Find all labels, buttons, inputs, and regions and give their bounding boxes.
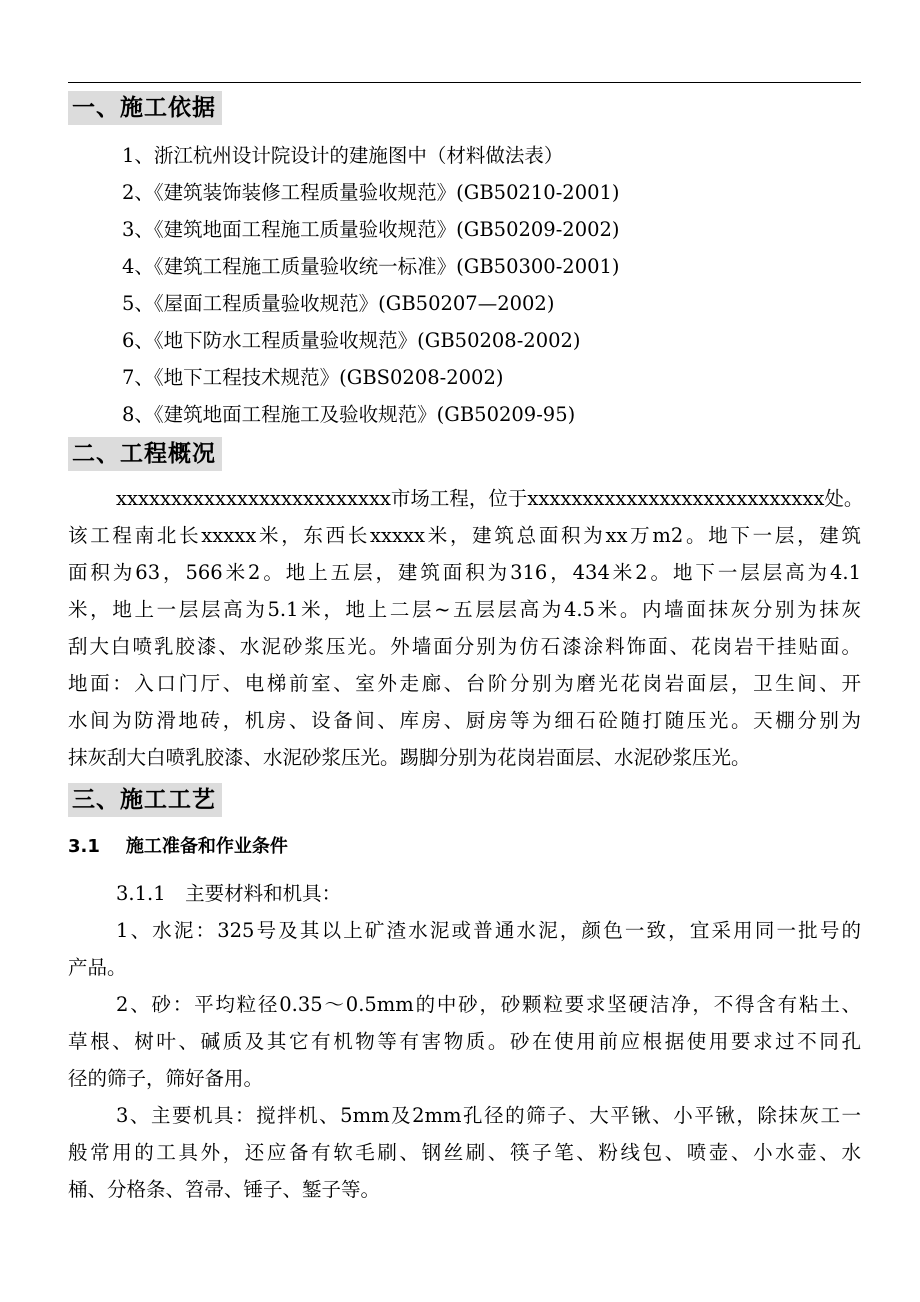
reference-item: 1、浙江杭州设计院设计的建施图中（材料做法表） bbox=[122, 144, 564, 167]
reference-item: 2、《建筑装饰装修工程质量验收规范》(GB50210-2001) bbox=[122, 181, 620, 204]
overview-line: 该工程南北长xxxxx米，东西长xxxxx米，建筑总面积为xx万m2。地下一层，建筑 bbox=[68, 524, 861, 547]
section-heading-process: 三、施工工艺 bbox=[68, 783, 222, 817]
material-line: 桶、分格条、笤帚、锤子、錾子等。 bbox=[68, 1178, 381, 1201]
subsection-heading bbox=[68, 834, 288, 860]
material-line: 产品。 bbox=[68, 956, 127, 979]
subsubsection-heading: 3.1.1 主要材料和机具： bbox=[116, 882, 342, 905]
header-rule bbox=[68, 82, 861, 83]
material-line: 3、主要机具：搅拌机、5mm及2mm孔径的筛子、大平锹、小平锹，除抹灰工一 bbox=[116, 1104, 861, 1127]
material-line: 草根、树叶、碱质及其它有机物等有害物质。砂在使用前应根据使用要求过不同孔 bbox=[68, 1030, 861, 1053]
material-line: 1、水泥：325号及其以上矿渣水泥或普通水泥，颜色一致，宜采用同一批号的 bbox=[116, 919, 861, 942]
reference-item: 8、《建筑地面工程施工及验收规范》(GB50209-95) bbox=[122, 403, 576, 426]
section-heading-basis: 一、施工依据 bbox=[68, 91, 222, 125]
reference-item: 7、《地下工程技术规范》(GBS0208-2002) bbox=[122, 366, 504, 389]
subsection-title: 施工准备和作业条件 bbox=[125, 836, 288, 857]
overview-line: 地面：入口门厅、电梯前室、室外走廊、台阶分别为磨光花岗岩面层，卫生间、开 bbox=[68, 672, 861, 695]
overview-line: 面积为63，566米2。地上五层，建筑面积为316，434米2。地下一层层高为4.1 bbox=[68, 561, 861, 584]
reference-item: 6、《地下防水工程质量验收规范》(GB50208-2002) bbox=[122, 329, 581, 352]
material-line: 2、砂：平均粒径0.35～0.5mm的中砂，砂颗粒要求坚硬洁净，不得含有粘土、 bbox=[116, 993, 861, 1016]
reference-item: 3、《建筑地面工程施工质量验收规范》(GB50209-2002) bbox=[122, 218, 620, 241]
section-heading-overview: 二、工程概况 bbox=[68, 437, 222, 471]
reference-item: 4、《建筑工程施工质量验收统一标准》(GB50300-2001) bbox=[122, 255, 620, 278]
material-line: 径的筛子，筛好备用。 bbox=[68, 1067, 264, 1090]
overview-line: 刮大白喷乳胶漆、水泥砂浆压光。外墙面分别为仿石漆涂料饰面、花岗岩干挂贴面。 bbox=[68, 635, 861, 658]
material-line: 般常用的工具外，还应备有软毛刷、钢丝刷、筷子笔、粉线包、喷壶、小水壶、水 bbox=[68, 1141, 861, 1164]
reference-item: 5、《屋面工程质量验收规范》(GB50207—2002) bbox=[122, 292, 555, 315]
overview-line: 水间为防滑地砖，机房、设备间、库房、厨房等为细石砼随打随压光。天棚分别为 bbox=[68, 709, 861, 732]
subsection-number: 3.1 bbox=[68, 836, 100, 857]
overview-line: 抹灰刮大白喷乳胶漆、水泥砂浆压光。踢脚分别为花岗岩面层、水泥砂浆压光。 bbox=[68, 746, 751, 769]
overview-line: 米，地上一层层高为5.1米，地上二层~五层层高为4.5米。内墙面抹灰分别为抹灰 bbox=[68, 598, 861, 621]
overview-line: xxxxxxxxxxxxxxxxxxxxxxxxx市场工程，位于xxxxxxxxxxxxxxxxxxxxxxxxxxx处。 bbox=[116, 487, 864, 510]
